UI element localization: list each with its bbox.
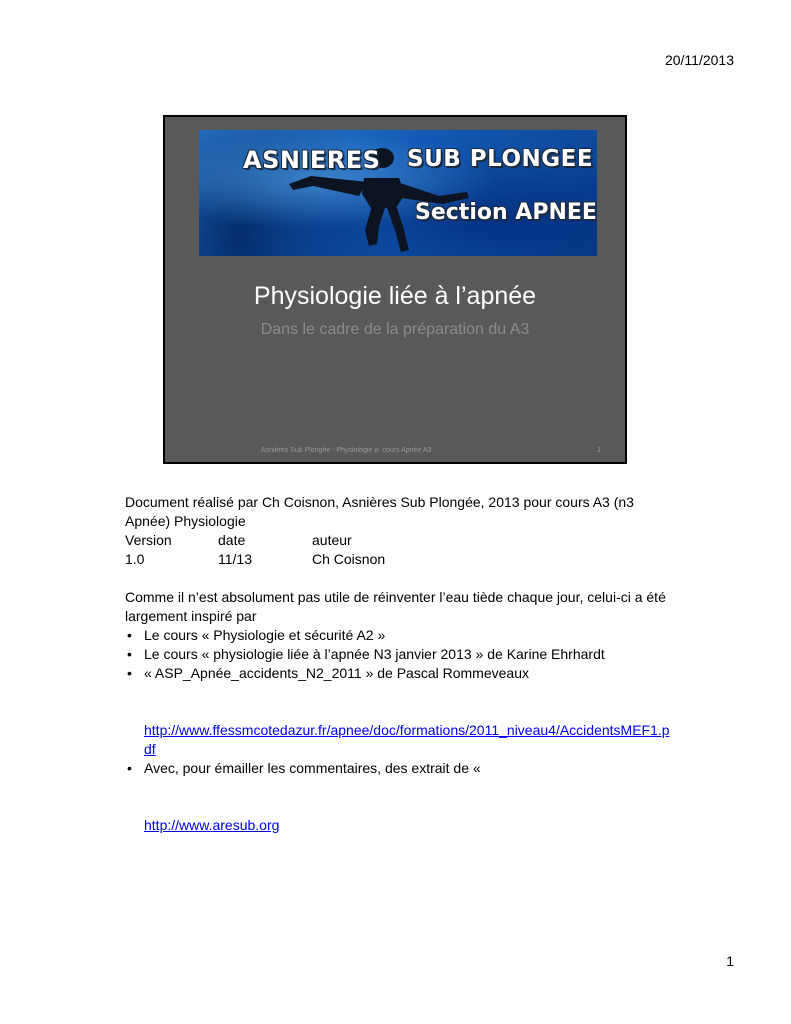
date-value: 11/13 (218, 551, 252, 567)
banner-text-asnieres: ASNIERES (243, 146, 381, 174)
banner-text-sub-plongee: SUB PLONGEE (407, 146, 594, 172)
slide-banner-image (199, 130, 597, 256)
slide-notes (125, 493, 670, 835)
date-header: date (218, 532, 246, 548)
sources-list (125, 626, 670, 683)
list-item: • « ASP_Apnée_accidents_N2_2011 » de Pascal Rommeveaux (125, 664, 670, 683)
slide-title: Physiologie liée à l’apnée (253, 282, 537, 310)
author-header: auteur (312, 532, 352, 548)
version-table-header (125, 531, 670, 550)
list-item: • Le cours « Physiologie et sécurité A2 » (125, 626, 670, 645)
slide-number: 1 (597, 447, 601, 454)
notes-intro: Document réalisé par Ch Coisnon, Asnières Sub Plongée, 2013 pour cours A3 (n3 Apnée) Physiologie (125, 494, 634, 529)
version-header: Version (125, 532, 172, 548)
page-date: 20/11/2013 (664, 52, 734, 68)
banner-text-section-apnee: Section APNEE (415, 200, 597, 225)
version-table-row (125, 550, 670, 569)
version-value: 1.0 (125, 551, 145, 567)
page-number: 1 (726, 953, 734, 969)
ffessm-accidents-link[interactable]: http://www.ffessmcotedazur.fr/apnee/doc/formations/2011_niveau4/AccidentsMEF1.pdf (144, 722, 670, 757)
list-item: • Le cours « physiologie liée à l’apnée N3 janvier 2013 » de Karine Ehrhardt (125, 645, 670, 664)
list-item: • Avec, pour émailler les commentaires, des extrait de « (125, 759, 670, 778)
slide-subtitle: Dans le cadre de la préparation du A3 (260, 321, 530, 338)
slide-footer-text: Asnières Sub Plongée - Physiologie a- cours Apnée A3 (261, 447, 432, 454)
notes-inspiration: Comme il n’est absolument pas utile de réinventer l’eau tiède chaque jour, celui-ci a été largement inspiré par (125, 589, 666, 624)
author-value: Ch Coisnon (312, 551, 386, 567)
aresub-link[interactable]: http://www.aresub.org (144, 817, 280, 833)
slide-thumbnail (163, 115, 627, 464)
